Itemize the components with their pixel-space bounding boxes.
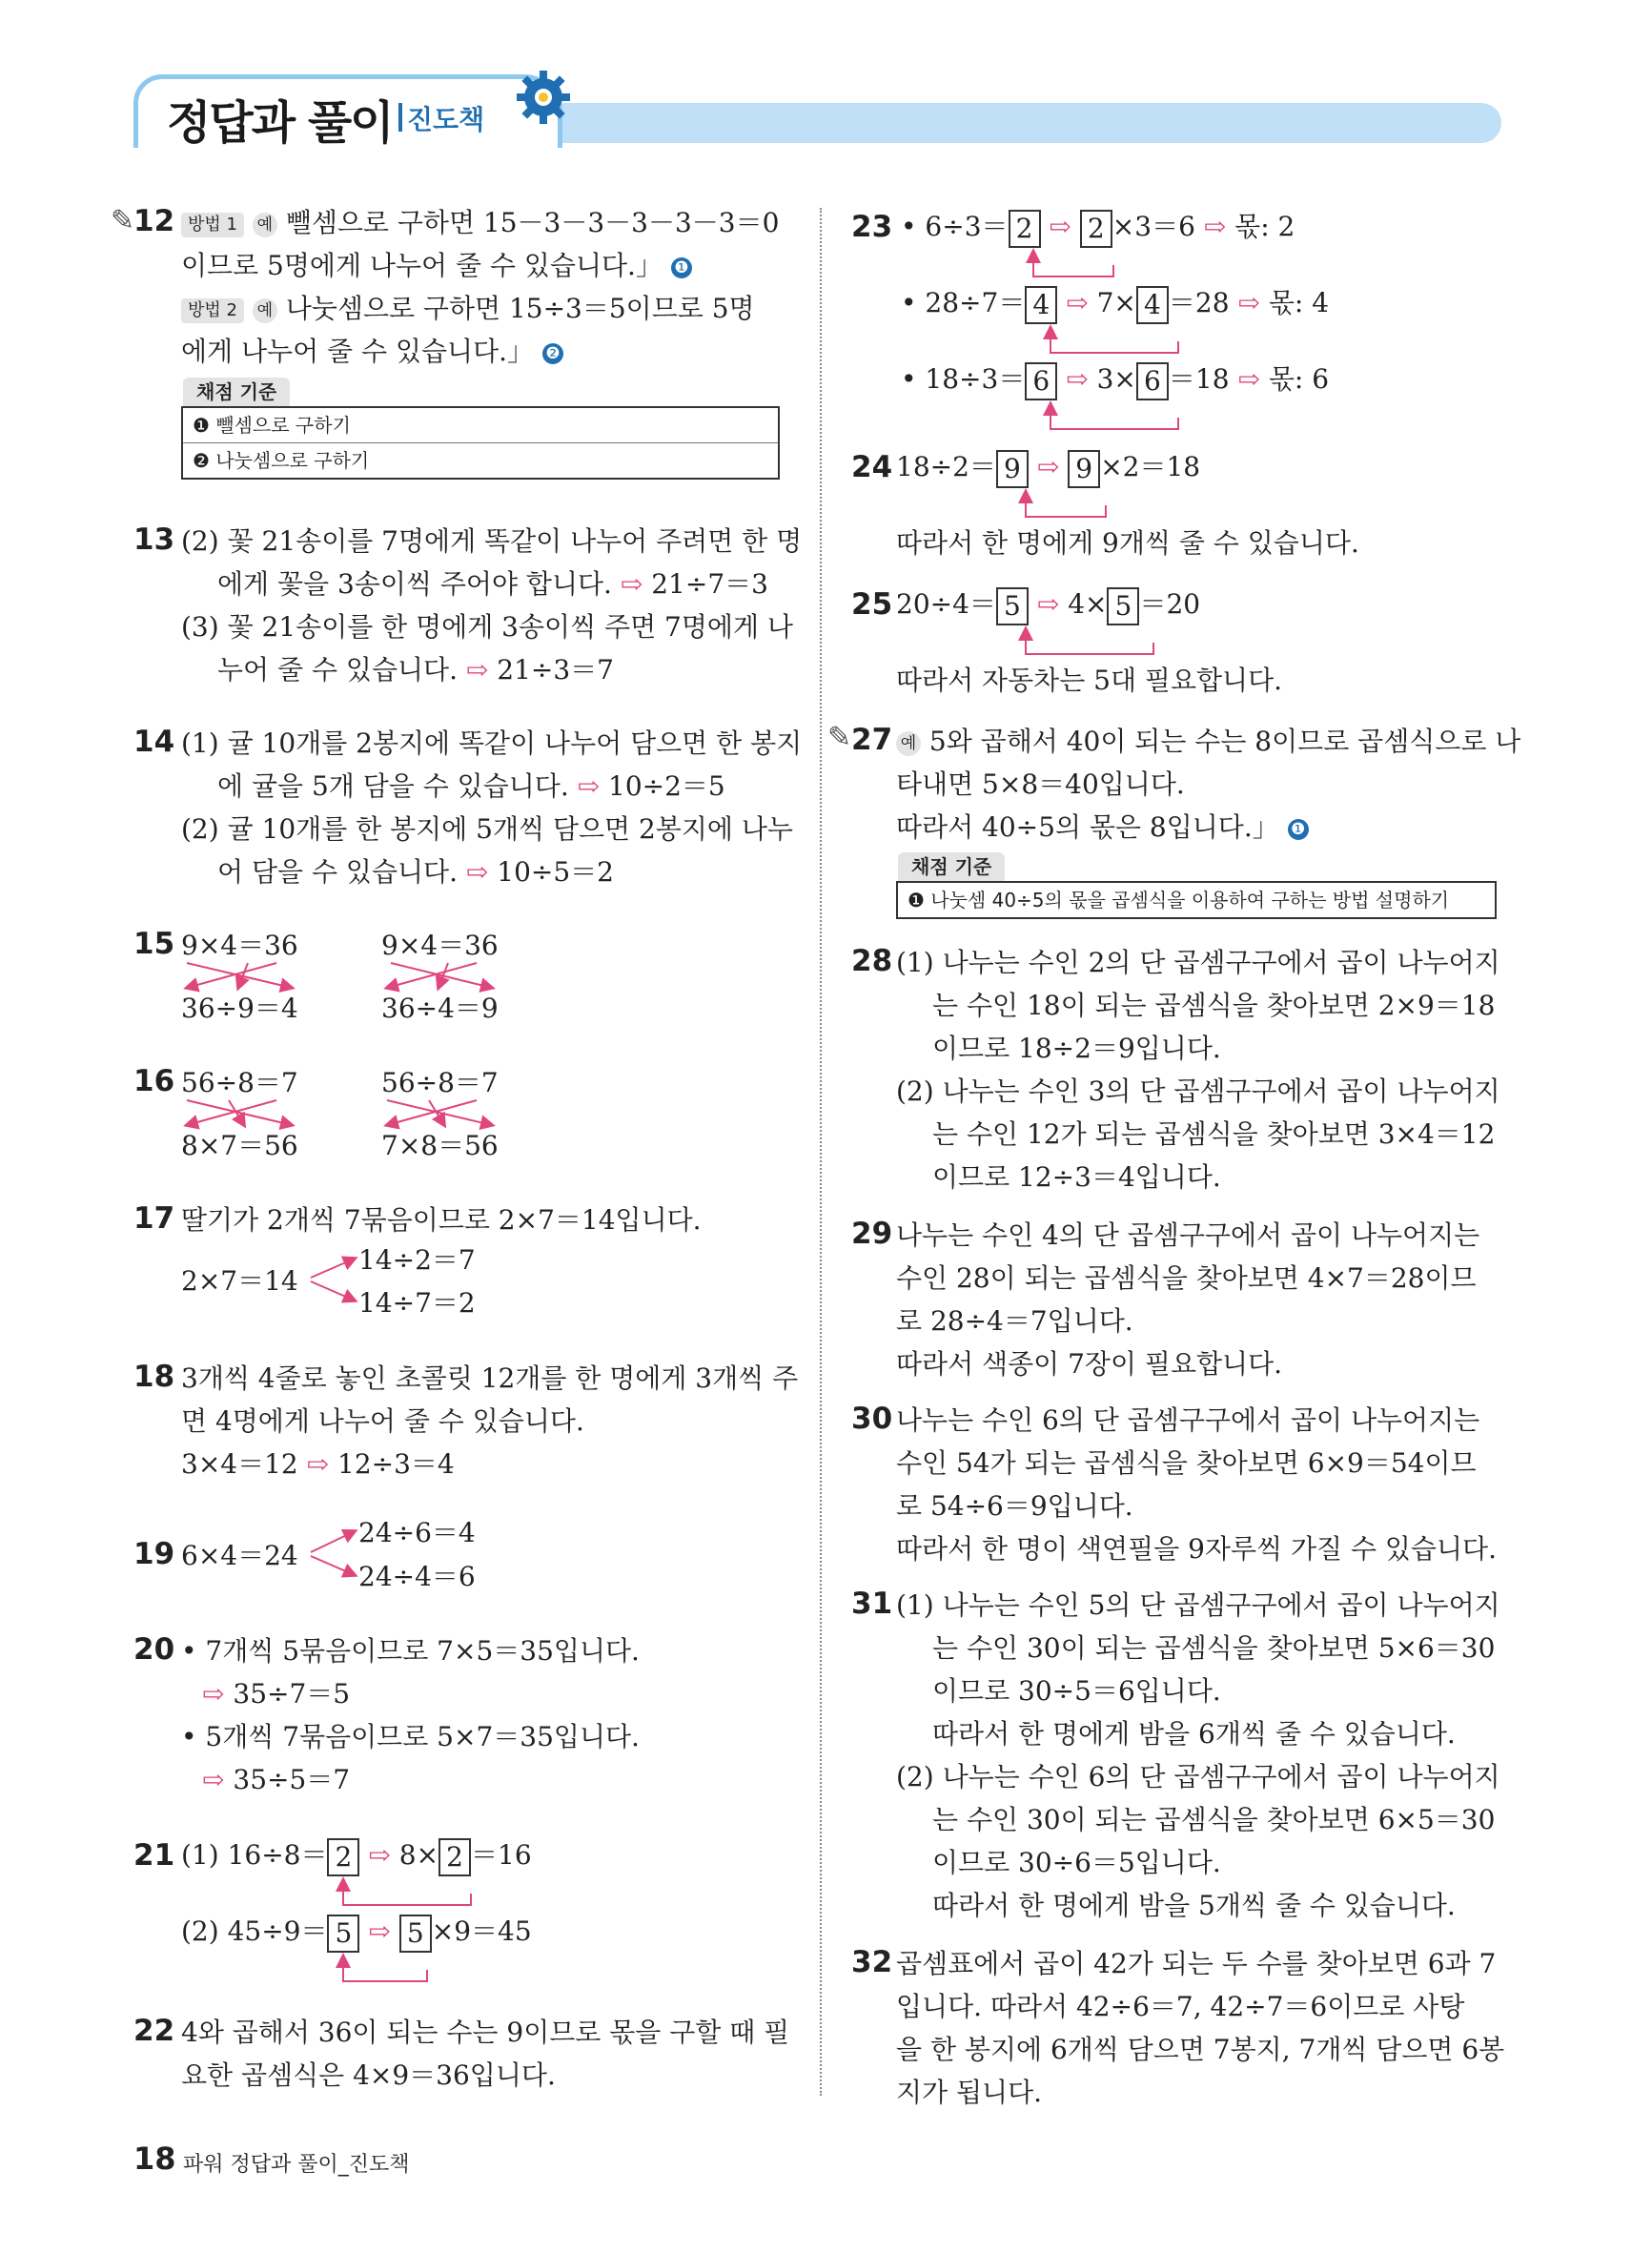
q23-r2b: ＝28 xyxy=(1168,287,1230,318)
q23-r2a: • 28÷7＝ xyxy=(901,287,1026,318)
q12-line1 xyxy=(181,202,779,240)
link-arrow xyxy=(1033,252,1113,277)
q17-line1: 딸기가 2개씩 7묶음이므로 2×7＝14입니다. xyxy=(181,1204,702,1236)
answer-box: 2 xyxy=(327,1838,359,1876)
q16-number: 16 xyxy=(133,1064,175,1098)
criteria-row-2: ❷ 나눗셈으로 구하기 xyxy=(183,442,778,478)
cross-arrow xyxy=(429,1100,444,1125)
method1-tag: 방법 1 xyxy=(181,213,244,237)
cross-arrow xyxy=(187,1100,292,1125)
q18-line1: 3개씩 4줄로 놓인 초콜릿 12개를 한 명에게 3개씩 주 xyxy=(181,1362,799,1394)
example-badge: 예 xyxy=(253,298,277,323)
branch-arrow xyxy=(311,1281,355,1301)
q13-eq2: 21÷3＝7 xyxy=(497,654,615,686)
q12-line3 xyxy=(181,288,755,326)
column-divider xyxy=(820,208,822,2096)
q14-number: 14 xyxy=(133,725,175,759)
q22-line1: 4와 곱해서 36이 되는 수는 9이므로 몫을 구할 때 필 xyxy=(181,2017,790,2048)
cross-arrow xyxy=(229,1100,244,1125)
q30-number: 30 xyxy=(851,1402,893,1436)
cross-arrow xyxy=(387,1100,492,1125)
q25-a: 20÷4＝ xyxy=(896,588,996,620)
q12-line4 xyxy=(181,331,563,369)
q27-number: 27 xyxy=(851,723,893,757)
branch-arrow xyxy=(311,1531,355,1552)
page-subtitle: 진도책 xyxy=(407,104,485,135)
q14-line1: (1) 귤 10개를 2봉지에 똑같이 나누어 담으면 한 봉지 xyxy=(181,727,803,759)
q24-row xyxy=(896,446,1200,488)
q28-number: 28 xyxy=(851,944,893,978)
criterion-1-marker: ❶ xyxy=(1288,819,1309,840)
q29-number: 29 xyxy=(851,1217,893,1251)
link-arrow xyxy=(1026,492,1106,517)
q12-text4: 에게 나누어 줄 수 있습니다.」 xyxy=(181,336,535,367)
link-arrow xyxy=(343,1880,471,1905)
q13-text4: 누어 줄 수 있습니다. xyxy=(217,654,458,686)
q14-line3: (2) 귤 10개를 한 봉지에 5개씩 담으면 2봉지에 나누 xyxy=(181,813,793,845)
q23-r3b: ＝18 xyxy=(1168,363,1230,395)
q21-e2: ×9＝45 xyxy=(431,1915,532,1947)
q31-number: 31 xyxy=(851,1587,893,1621)
cross-arrow xyxy=(387,963,477,988)
arrow-icon: ⇨ xyxy=(306,1448,330,1480)
q21-m1: 8× xyxy=(398,1839,439,1871)
q13-line4 xyxy=(217,649,614,687)
answer-box: 9 xyxy=(1068,450,1100,488)
q14-text4: 어 담을 수 있습니다. xyxy=(217,856,458,888)
q15-number: 15 xyxy=(133,927,175,961)
answer-box: 5 xyxy=(399,1915,432,1953)
q17-div1: 14÷2＝7 xyxy=(358,1244,476,1276)
q23-r2c: 몫: 4 xyxy=(1268,287,1330,318)
q16-a1: 56÷8＝7 xyxy=(181,1067,298,1098)
answer-box: 2 xyxy=(1080,210,1112,248)
q21-row2 xyxy=(181,1911,532,1953)
q28-line5: 는 수인 12가 되는 곱셈식을 찾아보면 3×4＝12 xyxy=(932,1118,1496,1150)
q28-line4: (2) 나누는 수인 3의 단 곱셈구구에서 곱이 나누어지 xyxy=(896,1075,1500,1107)
q23-row1 xyxy=(901,206,1295,248)
link-arrow xyxy=(1026,629,1153,654)
q13-line3: (3) 꽃 21송이를 한 명에게 3송이씩 주면 7명에게 나 xyxy=(181,611,793,643)
example-badge: 예 xyxy=(253,213,277,237)
answer-box: 9 xyxy=(996,450,1029,488)
q17-div2: 14÷7＝2 xyxy=(358,1287,476,1319)
q31-line3: 이므로 30÷5＝6입니다. xyxy=(932,1675,1221,1707)
q12-number: 12 xyxy=(133,204,175,238)
q23-row3 xyxy=(901,358,1329,400)
q25-b: ＝20 xyxy=(1139,588,1201,620)
q21-p1: (1) 16÷8＝ xyxy=(181,1839,328,1871)
page-number: 18 xyxy=(133,2140,176,2177)
header-band xyxy=(515,103,1501,143)
q27-line2: 타내면 5×8＝40입니다. xyxy=(896,768,1185,800)
method2-tag: 방법 2 xyxy=(181,298,244,323)
q28-line3: 이므로 18÷2＝9입니다. xyxy=(932,1033,1221,1064)
cross-arrow xyxy=(391,963,492,988)
q12-text3: 나눗셈으로 구하면 15÷3＝5이므로 5명 xyxy=(285,293,755,324)
q27-text3: 따라서 40÷5의 몫은 8입니다.」 xyxy=(896,811,1279,843)
cross-arrow xyxy=(238,963,248,988)
q12-line2 xyxy=(181,245,692,283)
q20-line1: • 7개씩 5묶음이므로 7×5＝35입니다. xyxy=(181,1635,640,1667)
arrow-icon: ⇨ xyxy=(465,654,489,686)
answer-box: 6 xyxy=(1136,362,1169,400)
q30-line1: 나누는 수인 6의 단 곱셈구구에서 곱이 나누어지는 xyxy=(896,1404,1480,1436)
cross-arrow xyxy=(187,963,292,988)
q20-number: 20 xyxy=(133,1632,175,1667)
q31-line7: 이므로 30÷6＝5입니다. xyxy=(932,1847,1221,1878)
q31-line8: 따라서 한 명에게 밤을 5개씩 줄 수 있습니다. xyxy=(932,1890,1456,1921)
q13-line2 xyxy=(217,563,768,602)
q21-row1 xyxy=(181,1834,532,1876)
q25-row xyxy=(896,584,1200,625)
grading-criteria-title: 채점 기준 xyxy=(183,378,290,406)
q31-line2: 는 수인 30이 되는 곱셈식을 찾아보면 5×6＝30 xyxy=(932,1632,1496,1664)
cross-arrow xyxy=(187,963,276,988)
q18-number: 18 xyxy=(133,1360,175,1394)
q28-line1: (1) 나누는 수인 2의 단 곱셈구구에서 곱이 나누어지 xyxy=(896,947,1500,978)
arrow-icon: ⇨ xyxy=(1066,363,1089,395)
q30-line3: 로 54÷6＝9입니다. xyxy=(896,1490,1133,1522)
q23-r1b: ×3＝6 xyxy=(1112,211,1195,242)
q13-text2: 에게 꽃을 3송이씩 주어야 합니다. xyxy=(217,568,612,600)
answer-box: 6 xyxy=(1025,362,1057,400)
grading-criteria-table xyxy=(181,406,780,480)
answer-box: 5 xyxy=(327,1915,359,1953)
arrow-icon: ⇨ xyxy=(1036,588,1060,620)
q27-text1: 5와 곱해서 40이 되는 수는 8이므로 곱셈식으로 나 xyxy=(928,726,1521,757)
q20-line2 xyxy=(202,1673,350,1711)
answer-box: 5 xyxy=(996,587,1029,625)
arrow-icon: ⇨ xyxy=(577,770,601,802)
arrow-icon: ⇨ xyxy=(1237,287,1260,318)
q25-number: 25 xyxy=(851,587,893,622)
criterion-2-marker: ❷ xyxy=(542,343,563,364)
arrow-icon: ⇨ xyxy=(1036,451,1060,482)
q23-r3c: 몫: 6 xyxy=(1268,363,1330,395)
link-arrow xyxy=(1050,404,1178,429)
q15-b2: 36÷4＝9 xyxy=(381,993,499,1024)
q24-number: 24 xyxy=(851,450,893,484)
q13-line1: (2) 꽃 21송이를 7명에게 똑같이 나누어 주려면 한 명 xyxy=(181,525,803,557)
arrow-icon: ⇨ xyxy=(202,1678,225,1710)
q13-eq1: 21÷7＝3 xyxy=(651,568,768,600)
arrow-icon: ⇨ xyxy=(202,1764,225,1795)
q31-line5: (2) 나누는 수인 6의 단 곱셈구구에서 곱이 나누어지 xyxy=(896,1761,1500,1792)
q23-r2m: 7× xyxy=(1096,287,1136,318)
q15-a1: 9×4＝36 xyxy=(181,930,298,961)
q31-line1: (1) 나누는 수인 5의 단 곱셈구구에서 곱이 나누어지 xyxy=(896,1589,1500,1621)
q17-number: 17 xyxy=(133,1201,175,1236)
q14-eq2: 10÷5＝2 xyxy=(497,856,615,888)
q32-line2: 입니다. 따라서 42÷6＝7, 42÷7＝6이므로 사탕 xyxy=(896,1991,1465,2022)
q17-main: 2×7＝14 xyxy=(181,1265,298,1297)
q22-number: 22 xyxy=(133,2014,175,2048)
pencil-icon: ✎ xyxy=(827,721,852,754)
q18-eq1: 3×4＝12 xyxy=(181,1448,298,1480)
arrow-icon: ⇨ xyxy=(1203,211,1227,242)
arrow-icon: ⇨ xyxy=(465,856,489,888)
arrow-icon: ⇨ xyxy=(368,1915,391,1947)
q29-line3: 로 28÷4＝7입니다. xyxy=(896,1305,1133,1337)
q20-line3: • 5개씩 7묶음이므로 5×7＝35입니다. xyxy=(181,1721,640,1752)
q23-r1a: • 6÷3＝ xyxy=(901,211,1009,242)
q16-a2: 8×7＝56 xyxy=(181,1130,298,1161)
grading-criteria-table xyxy=(896,881,1497,919)
q14-line2 xyxy=(217,766,725,804)
arrow-icon: ⇨ xyxy=(1237,363,1260,395)
q24-line2: 따라서 한 명에게 9개씩 줄 수 있습니다. xyxy=(896,527,1359,559)
example-badge: 예 xyxy=(896,731,921,756)
q21-e1: ＝16 xyxy=(471,1839,532,1871)
branch-arrow xyxy=(311,1556,355,1575)
q32-number: 32 xyxy=(851,1945,893,1979)
arrow-icon: ⇨ xyxy=(620,568,643,600)
footer-text: 파워 정답과 풀이_진도책 xyxy=(183,2153,410,2177)
q27-line1 xyxy=(896,721,1520,759)
q24-a: 18÷2＝ xyxy=(896,451,996,482)
grading-criteria-title: 채점 기준 xyxy=(898,852,1005,881)
q19-div1: 24÷6＝4 xyxy=(358,1517,476,1548)
page-title: 정답과 풀이 xyxy=(167,96,393,150)
cross-arrow xyxy=(438,963,448,988)
q23-number: 23 xyxy=(851,210,893,244)
q12-text1: 뺄셈으로 구하면 15－3－3－3－3－3＝0 xyxy=(285,207,780,238)
criteria-row-1: ❶ 뺄셈으로 구하기 xyxy=(193,414,351,437)
q32-line1: 곱셈표에서 곱이 42가 되는 두 수를 찾아보면 6과 7 xyxy=(896,1948,1497,1979)
q18-line3 xyxy=(181,1444,455,1482)
q19-main: 6×4＝24 xyxy=(181,1540,298,1571)
q25-line2: 따라서 자동차는 5대 필요합니다. xyxy=(896,665,1283,696)
link-arrow xyxy=(1050,328,1178,353)
q20-eq2: 35÷5＝7 xyxy=(233,1764,351,1795)
q28-line2: 는 수인 18이 되는 곱셈식을 찾아보면 2×9＝18 xyxy=(932,990,1496,1021)
arrow-icon: ⇨ xyxy=(368,1839,391,1871)
pencil-icon: ✎ xyxy=(111,204,135,237)
q24-b: ×2＝18 xyxy=(1100,451,1201,482)
q31-line6: 는 수인 30이 되는 곱셈식을 찾아보면 6×5＝30 xyxy=(932,1804,1496,1835)
q30-line4: 따라서 한 명이 색연필을 9자루씩 가질 수 있습니다. xyxy=(896,1533,1497,1565)
cross-arrow xyxy=(387,1100,477,1125)
q18-eq2: 12÷3＝4 xyxy=(337,1448,455,1480)
gear-icon xyxy=(515,69,572,126)
q16-b2: 7×8＝56 xyxy=(381,1130,499,1161)
q20-line4 xyxy=(202,1759,350,1797)
title-separator xyxy=(398,103,402,132)
q14-text2: 에 귤을 5개 담을 수 있습니다. xyxy=(217,770,569,802)
cross-arrow xyxy=(187,1100,276,1125)
criterion-1-marker: ❶ xyxy=(671,257,692,278)
answer-box: 5 xyxy=(1107,587,1139,625)
arrow-icon: ⇨ xyxy=(1066,287,1089,318)
answer-box: 4 xyxy=(1025,286,1057,324)
q23-r3a: • 18÷3＝ xyxy=(901,363,1026,395)
q19-number: 19 xyxy=(133,1537,175,1571)
q30-line2: 수인 54가 되는 곱셈식을 찾아보면 6×9＝54이므 xyxy=(896,1447,1477,1479)
q23-r3m: 3× xyxy=(1096,363,1136,395)
q20-eq1: 35÷7＝5 xyxy=(233,1678,351,1710)
answer-box: 4 xyxy=(1136,286,1169,324)
q14-line4 xyxy=(217,851,614,890)
q32-line3: 을 한 봉지에 6개씩 담으면 7봉지, 7개씩 담으면 6봉 xyxy=(896,2034,1505,2065)
q27-line3 xyxy=(896,807,1309,845)
q16-b1: 56÷8＝7 xyxy=(381,1067,499,1098)
q29-line1: 나누는 수인 4의 단 곱셈구구에서 곱이 나누어지는 xyxy=(896,1219,1480,1251)
q13-number: 13 xyxy=(133,522,175,557)
answer-box: 2 xyxy=(438,1838,471,1876)
branch-arrow xyxy=(311,1259,355,1278)
q23-row2 xyxy=(901,282,1329,324)
q29-line4: 따라서 색종이 7장이 필요합니다. xyxy=(896,1348,1283,1380)
q22-line2: 요한 곱셈식은 4×9＝36입니다. xyxy=(181,2059,556,2091)
link-arrow xyxy=(343,1956,427,1981)
q21-p2: (2) 45÷9＝ xyxy=(181,1915,328,1947)
arrow-icon: ⇨ xyxy=(1049,211,1071,242)
q12-text2: 이므로 5명에게 나누어 줄 수 있습니다.」 xyxy=(181,250,663,281)
q29-line2: 수인 28이 되는 곱셈식을 찾아보면 4×7＝28이므 xyxy=(896,1262,1477,1294)
q14-eq1: 10÷2＝5 xyxy=(608,770,725,802)
criteria-row-1: ❶ 나눗셈 40÷5의 몫을 곱셈식을 이용하여 구하는 방법 설명하기 xyxy=(908,889,1450,911)
q25-m: 4× xyxy=(1068,588,1108,620)
answer-box: 2 xyxy=(1009,210,1041,248)
q23-r1c: 몫: 2 xyxy=(1234,211,1295,242)
q28-line6: 이므로 12÷3＝4입니다. xyxy=(932,1161,1221,1193)
q15-b1: 9×4＝36 xyxy=(381,930,499,961)
q18-line2: 면 4명에게 나누어 줄 수 있습니다. xyxy=(181,1405,584,1437)
q21-number: 21 xyxy=(133,1838,175,1873)
q31-line4: 따라서 한 명에게 밤을 6개씩 줄 수 있습니다. xyxy=(932,1718,1456,1750)
q32-line4: 지가 됩니다. xyxy=(896,2077,1043,2108)
q19-div2: 24÷4＝6 xyxy=(358,1561,476,1592)
q15-a2: 36÷9＝4 xyxy=(181,993,298,1024)
